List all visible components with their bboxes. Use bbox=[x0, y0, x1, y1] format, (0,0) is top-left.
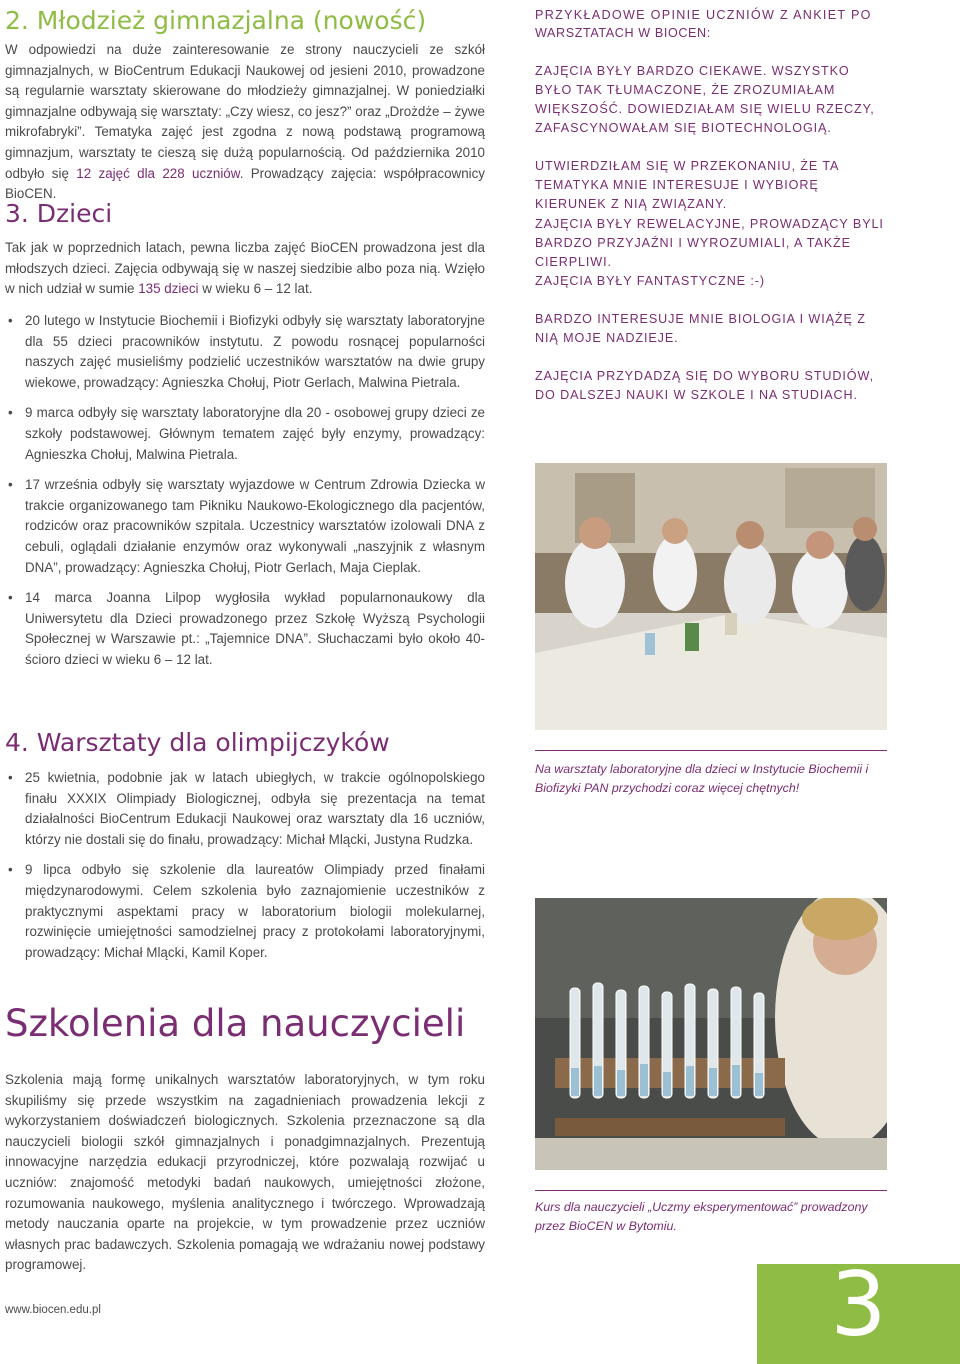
opinion-item: ZAJĘCIA BYŁY BARDZO CIEKAWE. WSZYSTKO BYŁO TAK TŁUMACZONE, ŻE ZROZUMIAŁAM WIĘKSZOŚĆ. DOWIEDZIAŁAM SIĘ WIELU RZECZY, ZAFASCYNOWAŁAM SIĘ BIOTECHNOLOGIĄ. bbox=[535, 64, 875, 135]
section-3-bullet-list bbox=[5, 311, 485, 671]
list-item: • 9 lipca odbyło się szkolenie dla laureatów Olimpiady przed finałami międzynarodowymi. Celem szkolenia było zaznajomienie uczestników z praktycznymi aspektami pracy w laboratorium biologii molekularnej, rozwinięcie umiejętności samodzielnej pracy z protokołami laboratoryjnymi, prowadzący: Michał Mlącki, Kamil Koper. bbox=[5, 860, 485, 963]
teachers-heading: Szkolenia dla nauczycieli bbox=[5, 1002, 466, 1045]
opinions-title bbox=[535, 6, 895, 42]
section-2-text-b: . Prowadzący zajęcia: współpracownicy BioCEN. bbox=[5, 165, 486, 202]
list-item: • 14 marca Joanna Lilpop wygłosiła wykład popularnonaukowy dla Uniwersytetu dla Dzieci prowadzonego przez Szkołę Wyższą Psychologii Społecznej w Warszawie pt.: „Tajemnice DNA”. Słuchaczami było około 40-ścioro dzieci w wieku 6 – 12 lat. bbox=[5, 588, 485, 670]
section-2-paragraph bbox=[5, 40, 485, 205]
section-3-text-b: w wieku 6 – 12 lat. bbox=[198, 281, 313, 297]
caption-1-rule bbox=[535, 750, 887, 751]
page-number: 3 bbox=[830, 1253, 887, 1356]
section-3-highlight: 135 dzieci bbox=[138, 281, 199, 297]
children-lab-photo bbox=[535, 463, 887, 730]
photo-2-caption: Kurs dla nauczycieli „Uczmy eksperymentować” prowadzony przez BioCEN w Bytomiu. bbox=[535, 1200, 868, 1233]
opinion-item: ZAJĘCIA BYŁY FANTASTYCZNE :-) bbox=[535, 274, 765, 288]
teachers-course-photo bbox=[535, 898, 887, 1170]
photo-1-caption: Na warsztaty laboratoryjne dla dzieci w Instytucie Biochemii i Biofizyki PAN przychodzi coraz więcej chętnych! bbox=[535, 762, 869, 795]
list-item: • 25 kwietnia, podobnie jak w latach ubiegłych, w trakcie ogólnopolskiego finału XXXIX Olimpiady Biologicznej, odbyła się prezentacja na temat działalności BioCentrum Edukacji Naukowej oraz warsztaty dla 16 uczniów, którzy nie dostali się do finału, prowadzący: Michał Mlącki, Justyna Rudzka. bbox=[5, 768, 485, 850]
section-4-heading: 4. Warsztaty dla olimpijczyków bbox=[5, 728, 390, 757]
list-item: • 9 marca odbyły się warsztaty laboratoryjne dla 20 - osobowej grupy dzieci ze szkoły podstawowej. Głównym tematem zajęć były enzymy, prowadzący: Agnieszka Chołuj, Malwina Pietrala. bbox=[5, 403, 485, 465]
list-item: • 17 września odbyły się warsztaty wyjazdowe w Centrum Zdrowia Dziecka w trakcie organizowanego tam Pikniku Naukowo-Ekologicznego dla pacjentów, rodziców oraz pracowników szpitala. Uczestnicy warsztatów izolowali DNA z cebuli, oglądali działanie enzymów oraz wykonywali „naszyjnik z własnym DNA”, prowadzący: Agnieszka Chołuj, Piotr Gerlach, Maja Cieplak. bbox=[5, 475, 485, 578]
caption-2-rule bbox=[535, 1190, 887, 1191]
section-3-paragraph bbox=[5, 238, 485, 300]
section-3-heading: 3. Dzieci bbox=[5, 199, 113, 228]
opinion-item: ZAJĘCIA PRZYDADZĄ SIĘ DO WYBORU STUDIÓW, DO DALSZEJ NAUKI W SZKOLE I NA STUDIACH. bbox=[535, 369, 874, 402]
list-item: • 20 lutego w Instytucie Biochemii i Biofizyki odbyły się warsztaty laboratoryjne dla 55 dzieci pracowników instytutu. Z powodu rosnącej popularności naszych zajęć musieliśmy podzielić uczestników warsztatów na dwie grupy wiekowe, prowadzący: Agnieszka Chołuj, Piotr Gerlach, Malwina Pietrala. bbox=[5, 311, 485, 393]
teachers-paragraph: Szkolenia mają formę unikalnych warsztatów laboratoryjnych, w tym roku skupiliśmy się przede wszystkim na zagadnieniach prowadzenia lekcji z wykorzystaniem doświadczeń biologicznych. Szkolenia przeznaczone są dla nauczycieli biologii szkół gimnazjalnych i ponadgimnazjalnych. Prezentują innowacyjne narzędzia edukacji przyrodniczej, które pozwalają rozwijać u uczniów: znajomość metodyki badań naukowych, umiejętności złożone, rozumowania naukowego, myślenia analitycznego i twórczego. Wprowadzają metody nauczania oparte na projekcie, w tym prowadzenie przez uczniów własnych prac badawczych. Szkolenia pomagają we wdrażaniu nowej podstawy programowej. bbox=[5, 1072, 485, 1273]
opinion-item: UTWIERDZIŁAM SIĘ W PRZEKONANIU, ŻE TA TEMATYKA MNIE INTERESUJE I WYBIORĘ KIERUNEK Z NIĄ ZWIĄZANY. bbox=[535, 159, 839, 211]
test-tubes-illustration bbox=[535, 898, 887, 1170]
footer-url[interactable]: www.biocen.edu.pl bbox=[5, 1304, 101, 1316]
section-2-highlight: 12 zajęć dla 228 uczniów bbox=[76, 165, 240, 181]
opinion-item: ZAJĘCIA BYŁY REWELACYJNE, PROWADZĄCY BYLI BARDZO PRZYJAŹNI I WYROZUMIALI, A TAKŻE CIERPLIWI. bbox=[535, 217, 884, 269]
section-2-heading: 2. Młodzież gimnazjalna (nowość) bbox=[5, 6, 427, 35]
section-2-text-a: W odpowiedzi na duże zainteresowanie ze strony nauczycieli ze szkół gimnazjalnych, w BioCentrum Edukacji Naukowej od jesieni 2010, prowadzone są regularnie warsztaty skierowane do młodzieży gimnazjalnej. W poniedziałki gimnazjalne odbywają się warsztaty: „Czy wiesz, co jesz?” oraz „Drożdże – żywe mikrofabryki”. Tematyka zajęć jest zgodna z nową podstawą programową gimnazjum, warsztaty te cieszą się dużą popularnością. Od października 2010 odbyło się bbox=[5, 42, 485, 181]
section-4-bullet-list bbox=[5, 768, 485, 963]
opinions-title-line-1: PRZYKŁADOWE OPINIE UCZNIÓW Z ANKIET PO bbox=[535, 8, 872, 22]
section-3-text-a: Tak jak w poprzednich latach, pewna liczba zajęć BioCEN prowadzona jest dla młodszych dzieci. Zajęcia odbywają się w naszej siedzibie albo poza nią. Wzięło w nich udział w sumie bbox=[5, 240, 485, 297]
opinion-item: BARDZO INTERESUJE MNIE BIOLOGIA I WIĄŻĘ Z NIĄ MOJE NADZIEJE. bbox=[535, 312, 866, 345]
children-lab-illustration bbox=[535, 463, 887, 730]
opinions-title-line-2: WARSZTATACH W BIOCEN: bbox=[535, 26, 711, 40]
